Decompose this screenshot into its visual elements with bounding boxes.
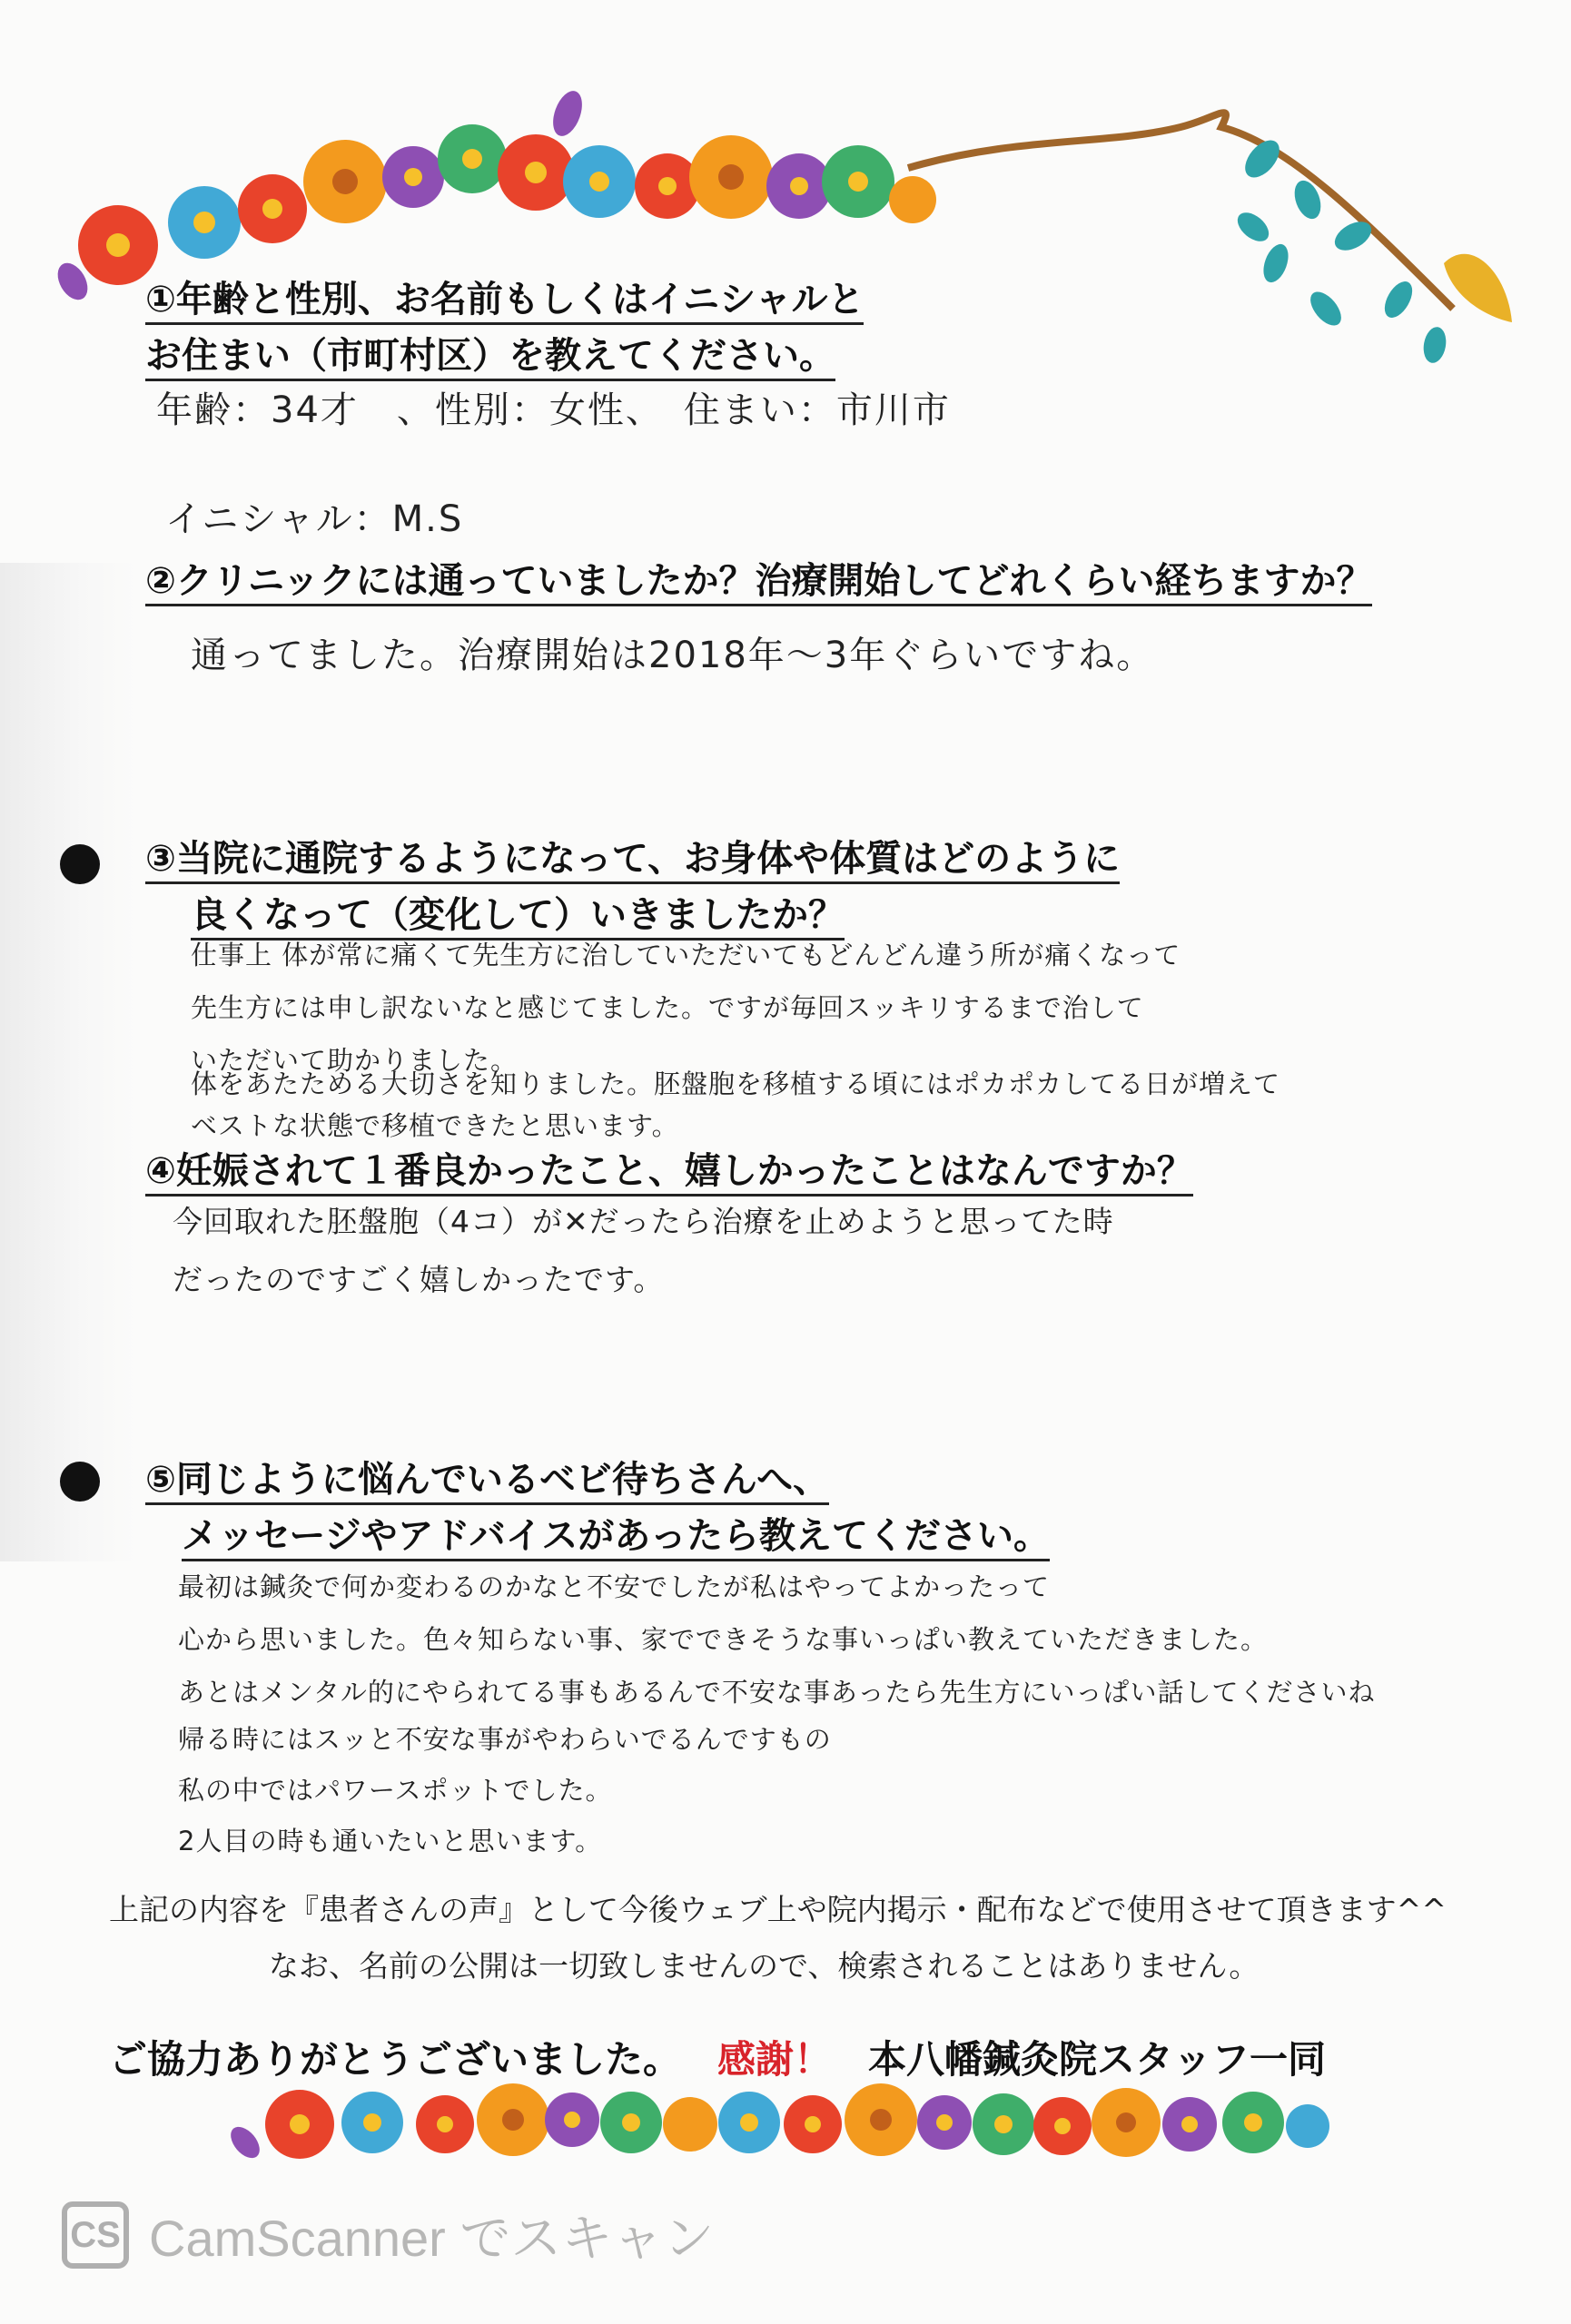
answer-4-line-1: 今回取れた胚盤胞（4コ）が✕だったら治療を止めようと思ってた時 (173, 1204, 1114, 1239)
answer-5-line-6: 2人目の時も通いたいと思います。 (178, 1826, 603, 1856)
flower-garland-bottom-icon (0, 2070, 1571, 2188)
answer-3-line-3: いただいて助かりました。 (191, 1045, 519, 1076)
answer-5-line-1: 最初は鍼灸で何か変わるのかなと不安でしたが私はやってよかったって (178, 1571, 1051, 1602)
punch-hole-top (60, 844, 100, 884)
usage-notice-line-2: なお、名前の公開は一切致しませんので、検索されることはありません。 (269, 1948, 1260, 1984)
question-1-line-2: お住まい（市町村区）を教えてください。 (145, 335, 835, 381)
usage-notice-line-1: 上記の内容を『患者さんの声』として今後ウェブ上や院内掲示・配布などで使用させて頂きます^^ (109, 1892, 1447, 1927)
question-5-line-2: メッセージやアドバイスがあったら教えてください。 (182, 1515, 1050, 1561)
answer-5-line-4: 帰る時にはスッと不安な事がやわらいでるんですもの (178, 1724, 832, 1755)
answer-3-line-1: 仕事上 体が常に痛くて先生方に治していただいてもどんどん違う所が痛くなって (191, 940, 1181, 970)
answer-5-line-5: 私の中ではパワースポットでした。 (178, 1775, 613, 1806)
question-1-line-1: ①年齢と性別、お名前もしくはイニシャルと (145, 279, 864, 325)
question-2-line-1: ②クリニックには通っていましたか？治療開始してどれくらい経ちますか？ (145, 560, 1372, 606)
question-2-title (145, 557, 1372, 605)
answer-2-line-1: 通ってました。治療開始は2018年〜3年ぐらいですね。 (191, 635, 1155, 676)
question-4-line-1: ④妊娠されて１番良かったこと、嬉しかったことはなんですか？ (145, 1150, 1193, 1196)
answer-1-line-1: 年齢：34才 、性別：女性、 住まい：市川市 (156, 389, 951, 431)
question-3-line-1: ③当院に通院するようになって、お身体や体質はどのように (145, 838, 1120, 884)
camscanner-logo-icon: CS (62, 2201, 129, 2269)
question-1-title (145, 276, 864, 379)
camscanner-watermark (62, 2199, 714, 2271)
paper-fold-shadow (0, 563, 136, 1561)
answer-3-line-2: 先生方には申し訳ないなと感じてました。ですが毎回スッキリするまで治して (191, 992, 1144, 1023)
answer-5-line-2: 心から思いました。色々知らない事、家でできそうな事いっぱい教えていただきました。 (178, 1624, 1269, 1655)
clinic-staff-signature: 本八幡鍼灸院スタッフ一同 (868, 2037, 1327, 2082)
question-3-line-2: 良くなって（変化して）いきましたか？ (191, 894, 845, 940)
question-4-title (145, 1147, 1193, 1195)
punch-hole-bottom (60, 1462, 100, 1502)
answer-5-line-3: あとはメンタル的にやられてる事もあるんで不安な事あったら先生方にいっぱい話してくださいね (178, 1677, 1376, 1708)
answer-1-line-2: イニシャル：M.S (165, 498, 464, 540)
answer-4-line-2: だったのですごく嬉しかったです。 (173, 1262, 665, 1297)
question-5-title (145, 1456, 1050, 1560)
answer-3-line-4: 体をあたためる大切さを知りました。胚盤胞を移植する頃にはポカポカしてる日が増えて (191, 1068, 1281, 1099)
answer-3-line-5: ベストな状態で移植できたと思います。 (191, 1110, 679, 1141)
thanks-message: ご協力ありがとうございました。 (109, 2037, 682, 2082)
camscanner-text: CamScanner でスキャン (149, 2210, 715, 2267)
thanks-emphasis: 感謝！ (717, 2037, 833, 2082)
question-5-line-1: ⑤同じように悩んでいるベビ待ちさんへ、 (145, 1459, 829, 1505)
question-3-title (145, 835, 1120, 939)
